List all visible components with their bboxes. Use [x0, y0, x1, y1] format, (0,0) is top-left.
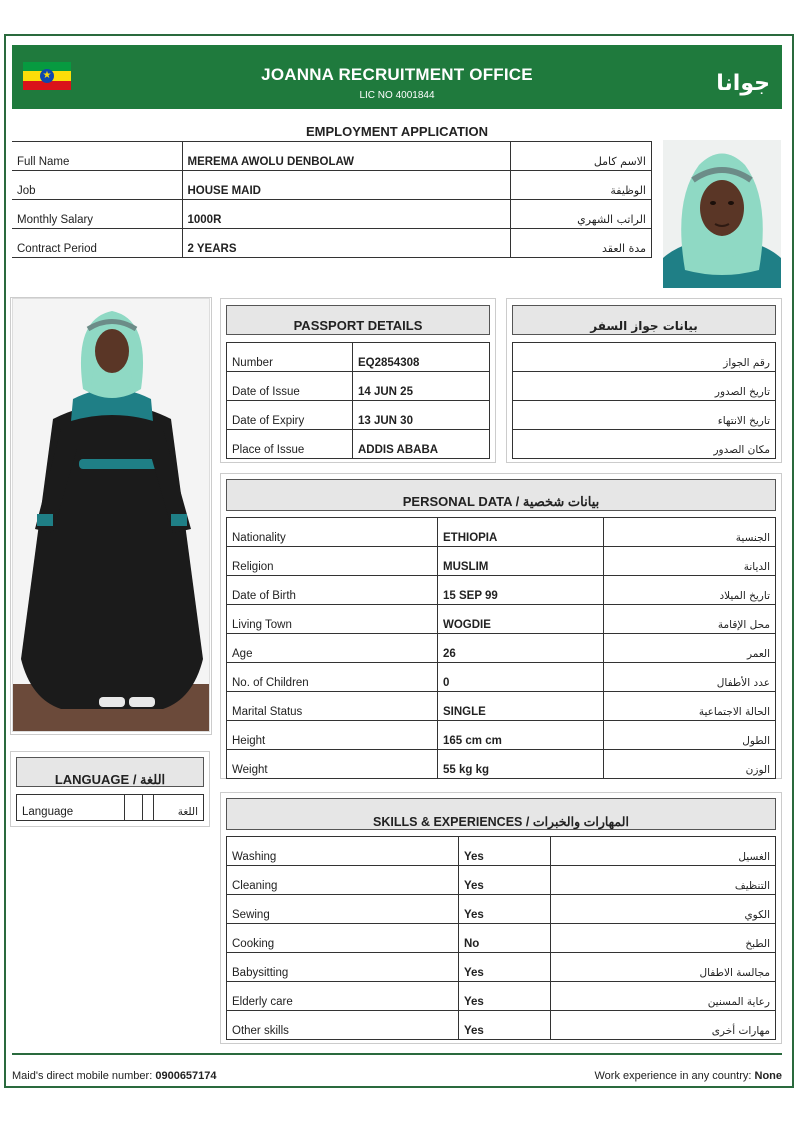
- skill-value: Yes: [459, 895, 551, 924]
- personal-value: 165 cm cm: [438, 721, 604, 750]
- personal-arabic-label: الجنسية: [604, 518, 776, 547]
- personal-label: Religion: [227, 547, 438, 576]
- personal-label: Age: [227, 634, 438, 663]
- table-row: [227, 401, 490, 430]
- office-header: [12, 45, 782, 109]
- skill-arabic-label: رعاية المسنين: [551, 982, 776, 1011]
- skill-label: Sewing: [227, 895, 459, 924]
- office-name: JOANNA RECRUITMENT OFFICE: [261, 65, 533, 84]
- passport-label: Date of Expiry: [227, 401, 353, 430]
- personal-value: MUSLIM: [438, 547, 604, 576]
- table-row: [227, 924, 776, 953]
- employment-label: Monthly Salary: [12, 200, 182, 229]
- table-row: [12, 171, 652, 200]
- skill-label: Babysitting: [227, 953, 459, 982]
- personal-label: Marital Status: [227, 692, 438, 721]
- table-row: [227, 692, 776, 721]
- skill-arabic-label: التنظيف: [551, 866, 776, 895]
- personal-value: SINGLE: [438, 692, 604, 721]
- skills-section-title: SKILLS & EXPERIENCES / المهارات والخبرات: [226, 798, 776, 830]
- table-row: [227, 982, 776, 1011]
- passport-arabic-label: رقم الجواز: [513, 343, 776, 372]
- table-row: [227, 518, 776, 547]
- employment-label: Job: [12, 171, 182, 200]
- passport-arabic-label: تاريخ الانتهاء: [513, 401, 776, 430]
- personal-label: No. of Children: [227, 663, 438, 692]
- skill-value: Yes: [459, 866, 551, 895]
- personal-arabic-label: الوزن: [604, 750, 776, 779]
- skill-arabic-label: مهارات أخرى: [551, 1011, 776, 1040]
- mobile-number-label: Maid's direct mobile number:: [12, 1070, 153, 1082]
- table-row: [227, 634, 776, 663]
- passport-value: 13 JUN 30: [353, 401, 490, 430]
- skill-arabic-label: الغسيل: [551, 837, 776, 866]
- skill-value: Yes: [459, 953, 551, 982]
- work-experience-value: None: [754, 1070, 782, 1082]
- skill-label: Washing: [227, 837, 459, 866]
- arabic-brand-name: جوانا: [716, 71, 770, 96]
- passport-label: Place of Issue: [227, 430, 353, 459]
- table-row: [227, 1011, 776, 1040]
- star-emblem-icon: ★: [40, 69, 54, 83]
- employment-label: Full Name: [12, 142, 182, 171]
- table-row: [227, 343, 490, 372]
- table-row: [513, 372, 776, 401]
- table-row: [12, 142, 652, 171]
- passport-label: Number: [227, 343, 353, 372]
- language-table: [16, 794, 204, 821]
- table-row: [227, 953, 776, 982]
- portrait-photo: [663, 140, 781, 288]
- table-row: [227, 837, 776, 866]
- passport-label: Date of Issue: [227, 372, 353, 401]
- passport-arabic-section-title: بيانات جواز السفر: [512, 305, 776, 335]
- passport-value: EQ2854308: [353, 343, 490, 372]
- employment-value: HOUSE MAID: [182, 171, 510, 200]
- personal-label: Living Town: [227, 605, 438, 634]
- passport-arabic-label: تاريخ الصدور: [513, 372, 776, 401]
- personal-arabic-label: تاريخ الميلاد: [604, 576, 776, 605]
- passport-value: ADDIS ABABA: [353, 430, 490, 459]
- personal-value: 55 kg kg: [438, 750, 604, 779]
- personal-value: 15 SEP 99: [438, 576, 604, 605]
- skill-value: Yes: [459, 982, 551, 1011]
- personal-arabic-label: محل الإقامة: [604, 605, 776, 634]
- table-row: [227, 576, 776, 605]
- personal-value: WOGDIE: [438, 605, 604, 634]
- table-row: [17, 795, 204, 821]
- table-row: [227, 547, 776, 576]
- personal-data-table: [226, 517, 776, 779]
- passport-arabic-label: مكان الصدور: [513, 430, 776, 459]
- personal-arabic-label: الحالة الاجتماعية: [604, 692, 776, 721]
- employment-arabic-label: الوظيفة: [510, 171, 652, 200]
- language-label: Language: [17, 795, 125, 821]
- language-value-1: [125, 795, 143, 821]
- personal-arabic-label: الديانة: [604, 547, 776, 576]
- employment-value: 2 YEARS: [182, 229, 510, 258]
- license-number: LIC NO 4001844: [359, 90, 435, 101]
- work-experience-label: Work experience in any country:: [594, 1070, 752, 1082]
- application-title: EMPLOYMENT APPLICATION: [306, 124, 488, 139]
- personal-arabic-label: الطول: [604, 721, 776, 750]
- table-row: [12, 229, 652, 258]
- employment-value: MEREMA AWOLU DENBOLAW: [182, 142, 510, 171]
- personal-arabic-label: العمر: [604, 634, 776, 663]
- employment-value: 1000R: [182, 200, 510, 229]
- table-row: [513, 343, 776, 372]
- passport-table: [226, 342, 490, 459]
- passport-arabic-table: [512, 342, 776, 459]
- table-row: [227, 663, 776, 692]
- personal-value: 26: [438, 634, 604, 663]
- skill-label: Cooking: [227, 924, 459, 953]
- footer-divider: [12, 1053, 782, 1055]
- passport-section-title: PASSPORT DETAILS: [226, 305, 490, 335]
- table-row: [227, 372, 490, 401]
- table-row: [12, 200, 652, 229]
- skill-arabic-label: الكوي: [551, 895, 776, 924]
- skill-value: Yes: [459, 1011, 551, 1040]
- employment-arabic-label: مدة العقد: [510, 229, 652, 258]
- mobile-number-value: 0900657174: [155, 1070, 217, 1082]
- employment-table: [12, 141, 652, 258]
- mobile-number-line: [12, 1070, 217, 1082]
- personal-section-title: PERSONAL DATA / بيانات شخصية: [226, 479, 776, 511]
- employment-label: Contract Period: [12, 229, 182, 258]
- skill-label: Cleaning: [227, 866, 459, 895]
- skills-table: [226, 836, 776, 1040]
- personal-label: Height: [227, 721, 438, 750]
- skill-arabic-label: مجالسة الاطفال: [551, 953, 776, 982]
- language-arabic-label: اللغة: [154, 795, 204, 821]
- passport-value: 14 JUN 25: [353, 372, 490, 401]
- personal-arabic-label: عدد الأطفال: [604, 663, 776, 692]
- table-row: [227, 895, 776, 924]
- table-row: [227, 866, 776, 895]
- table-row: [227, 721, 776, 750]
- table-row: [227, 605, 776, 634]
- skill-value: Yes: [459, 837, 551, 866]
- personal-label: Nationality: [227, 518, 438, 547]
- table-row: [513, 430, 776, 459]
- table-row: [513, 401, 776, 430]
- skill-label: Elderly care: [227, 982, 459, 1011]
- table-row: [227, 750, 776, 779]
- full-body-photo: [12, 298, 210, 732]
- language-section-title: LANGUAGE / اللغة: [16, 757, 204, 787]
- employment-arabic-label: الاسم كامل: [510, 142, 652, 171]
- work-experience-line: [595, 1070, 783, 1082]
- table-row: [227, 430, 490, 459]
- skill-label: Other skills: [227, 1011, 459, 1040]
- employment-arabic-label: الراتب الشهري: [510, 200, 652, 229]
- personal-value: 0: [438, 663, 604, 692]
- skill-value: No: [459, 924, 551, 953]
- skill-arabic-label: الطبخ: [551, 924, 776, 953]
- personal-label: Weight: [227, 750, 438, 779]
- language-value-2: [143, 795, 154, 821]
- personal-label: Date of Birth: [227, 576, 438, 605]
- personal-value: ETHIOPIA: [438, 518, 604, 547]
